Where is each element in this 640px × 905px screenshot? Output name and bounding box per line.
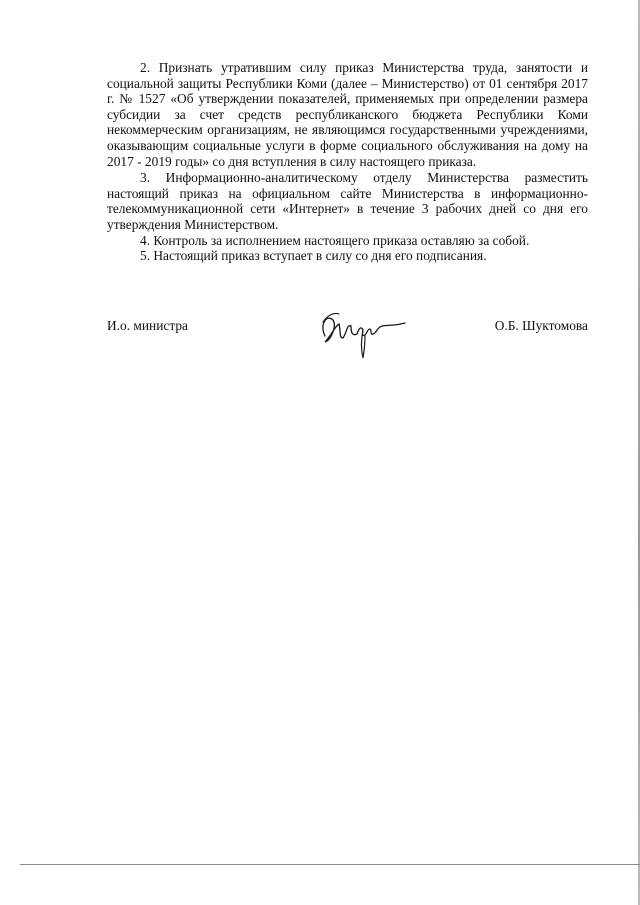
paragraph-3: 3. Информационно-аналитическому отделу Министерства разместить настоящий приказ на официальном сайте Министерства в информационно-телекоммуникационной сети «Интернет» в течение 3 рабочих дней со дня его утверждения Министерством.	[107, 170, 588, 232]
signatory-title: И.о. министра	[107, 318, 188, 333]
handwritten-signature	[317, 306, 407, 364]
paragraph-5: 5. Настоящий приказ вступает в силу со дня его подписания.	[140, 248, 487, 264]
scan-bottom-edge	[20, 864, 640, 865]
document-body	[107, 60, 588, 264]
paragraph-4: 4. Контроль за исполнением настоящего приказа оставляю за собой.	[140, 232, 530, 248]
paragraph-2: 2. Признать утратившим силу приказ Министерства труда, занятости и социальной защиты Республики Коми (далее – Министерство) от 01 сентября 2017 г. № 1527 «Об утверждении показателей, применяемых при определении размера субсидии за счет средств республиканского бюджета Республики Коми некоммерческим организациям, не являющимся государственными учреждениями, оказывающим социальные услуги в форме социального обслуживания на дому на 2017 - 2019 годы» со дня вступления в силу настоящего приказа.	[107, 60, 588, 169]
signature-block	[107, 306, 588, 366]
signatory-name: О.Б. Шуктомова	[494, 318, 588, 333]
